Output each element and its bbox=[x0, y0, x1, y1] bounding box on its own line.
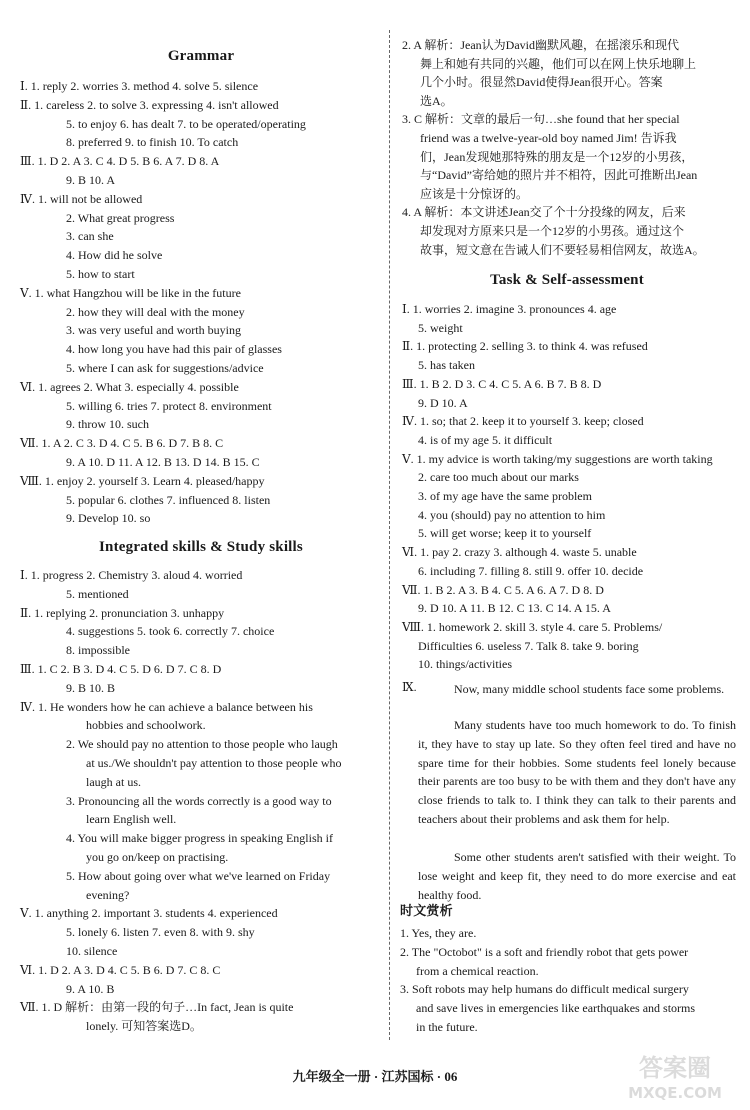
answer-line: 几个小时。很显然David使得Jean很开心。答案 bbox=[420, 75, 663, 90]
answer-line: 5. has taken bbox=[418, 358, 475, 373]
answer-line: in the future. bbox=[416, 1020, 478, 1034]
answer-line: 与“David”寄给她的照片并不相符，因此可推断出Jean bbox=[420, 168, 698, 183]
answer-line: 2. What great progress bbox=[66, 210, 175, 225]
answer-line: 3. C 解析：文章的最后一句…she found that her special bbox=[402, 112, 680, 127]
watermark-logo bbox=[612, 1048, 738, 1104]
answer-line: Ⅵ. 1. pay 2. crazy 3. although 4. waste 5. unable bbox=[402, 545, 637, 560]
answer-line: and save lives in emergencies like earthquakes and storms bbox=[416, 1001, 696, 1016]
answer-line: 3. Soft robots may help humans do difficult medical surgery bbox=[400, 982, 689, 997]
answer-line: 5. How about going over what we've learned on Friday bbox=[66, 868, 331, 883]
answer-line: 5. mentioned bbox=[66, 586, 129, 601]
answer-line: 们，Jean发现她那特殊的朋友是一个12岁的小男孩， bbox=[420, 149, 694, 164]
answer-line: Ⅶ. 1. D 解析：由第一段的句子…In fact, Jean is quite bbox=[20, 1000, 294, 1015]
answer-line: Ⅱ. 1. careless 2. to solve 3. expressing 4. isn't allowed bbox=[20, 97, 279, 112]
answer-line: 2. how they will deal with the money bbox=[66, 304, 245, 319]
answer-line: Ⅴ. 1. anything 2. important 3. students 4. experienced bbox=[20, 906, 278, 921]
answer-line: Ⅵ. 1. agrees 2. What 3. especially 4. possible bbox=[20, 379, 239, 394]
answer-line: Ⅲ. 1. D 2. A 3. C 4. D 5. B 6. A 7. D 8. A bbox=[20, 154, 220, 169]
answer-line: 4. suggestions 5. took 6. correctly 7. choice bbox=[66, 624, 275, 639]
answer-line: 舞上和她有共同的兴趣，他们可以在网上快乐地聊上 bbox=[420, 56, 697, 71]
answer-line: Ⅷ. 1. homework 2. skill 3. style 4. care 5. Problems/ bbox=[402, 619, 663, 634]
answer-line: 9. B 10. A bbox=[66, 173, 116, 187]
answer-line: 3. was very useful and worth buying bbox=[66, 323, 241, 338]
answer-line: Ⅲ. 1. C 2. B 3. D 4. C 5. D 6. D 7. C 8. D bbox=[20, 662, 222, 676]
answer-line: 5. will get worse; keep it to yourself bbox=[418, 526, 592, 541]
answer-line: 选A。 bbox=[420, 93, 453, 108]
answer-line: 4. How did he solve bbox=[66, 248, 163, 263]
answer-line: 5. lonely 6. listen 7. even 8. with 9. shy bbox=[66, 925, 255, 940]
answer-line: 3. of my age have the same problem bbox=[418, 489, 592, 503]
answer-line: Ⅷ. 1. enjoy 2. yourself 3. Learn 4. pleased/happy bbox=[20, 473, 265, 488]
answer-line: 5. popular 6. clothes 7. influenced 8. listen bbox=[66, 492, 271, 507]
answer-line: 8. impossible bbox=[66, 643, 131, 658]
answer-line: 9. A 10. D 11. A 12. B 13. D 14. B 15. C bbox=[66, 455, 260, 469]
answer-line: 4. A 解析：本文讲述Jean交了个十分投缘的网友，后来 bbox=[402, 205, 686, 220]
answer-line: Ⅰ. 1. reply 2. worries 3. method 4. solve 5. silence bbox=[20, 79, 259, 93]
task-self-assessment-heading: Task & Self-assessment bbox=[490, 272, 644, 288]
integrated-skills-heading: Integrated skills & Study skills bbox=[99, 539, 303, 555]
answer-line: Ⅰ. 1. worries 2. imagine 3. pronounces 4. age bbox=[402, 302, 617, 316]
answer-line: Ⅳ. 1. will not be allowed bbox=[20, 191, 143, 206]
answer-line: Ⅳ. 1. so; that 2. keep it to yourself 3. keep; closed bbox=[402, 414, 644, 429]
answer-line: 8. preferred 9. to finish 10. To catch bbox=[66, 135, 239, 150]
answer-line: evening? bbox=[86, 887, 130, 902]
answer-line: 1. Yes, they are. bbox=[400, 926, 477, 940]
answer-line: 5. weight bbox=[418, 320, 463, 335]
essay-paragraph: Some other students aren't satisfied with their weight. To lose weight and keep fit, they need to do more exercise and eat healthy food. bbox=[418, 850, 736, 902]
column-divider bbox=[389, 30, 390, 1040]
answer-line: 9. Develop 10. so bbox=[66, 511, 151, 526]
answer-line: laugh at us. bbox=[86, 774, 141, 789]
essay-paragraph: Now, many middle school students face some problems. bbox=[454, 682, 725, 696]
answer-line: learn English well. bbox=[86, 812, 177, 827]
answer-line: 故事，短文意在告诫人们不要轻易相信网友，故选A。 bbox=[420, 242, 705, 257]
grammar-heading: Grammar bbox=[167, 48, 235, 64]
answer-line: from a chemical reaction. bbox=[416, 963, 539, 978]
answer-line: you go on/keep on practising. bbox=[86, 850, 229, 864]
answer-line: Ⅵ. 1. D 2. A 3. D 4. C 5. B 6. D 7. C 8. C bbox=[20, 962, 221, 977]
answer-line: 2. A 解析：Jean认为David幽默风趣，在摇滚乐和现代 bbox=[402, 38, 679, 52]
watermark-text-cn: 答案圈 bbox=[639, 1054, 711, 1082]
answer-line: Ⅴ. 1. my advice is worth taking/my suggestions are worth taking bbox=[402, 451, 713, 466]
answer-line: 2. The "Octobot" is a soft and friendly robot that gets power bbox=[400, 944, 689, 959]
answer-line: at us./We shouldn't pay attention to those people who bbox=[86, 756, 342, 770]
answer-line: Ⅱ. 1. replying 2. pronunciation 3. unhappy bbox=[20, 605, 225, 620]
answer-line: Ⅱ. 1. protecting 2. selling 3. to think 4. was refused bbox=[402, 339, 648, 354]
answer-line: 4. you (should) pay no attention to him bbox=[418, 507, 606, 522]
answer-line: hobbies and schoolwork. bbox=[86, 718, 206, 733]
shiwen-heading: 时文赏析 bbox=[400, 903, 453, 918]
watermark-text-en: MXQE.COM bbox=[628, 1084, 722, 1102]
answer-line: 4. how long you have had this pair of glasses bbox=[66, 342, 282, 357]
answer-line: Ⅶ. 1. B 2. A 3. B 4. C 5. A 6. A 7. D 8. D bbox=[402, 582, 604, 597]
answer-line: 5. to enjoy 6. has dealt 7. to be operated/operating bbox=[66, 116, 306, 131]
answer-line: 4. is of my age 5. it difficult bbox=[418, 432, 553, 447]
answer-line: 2. care too much about our marks bbox=[418, 470, 579, 485]
answer-line: 9. throw 10. such bbox=[66, 417, 149, 432]
answer-line: 4. You will make bigger progress in speaking English if bbox=[66, 831, 333, 846]
answer-line: friend was a twelve-year-old boy named Jim! 告诉我 bbox=[420, 131, 677, 145]
answer-line: Difficulties 6. useless 7. Talk 8. take 9. boring bbox=[418, 638, 639, 653]
answer-line: 9. D 10. A 11. B 12. C 13. C 14. A 15. A bbox=[418, 601, 611, 616]
answer-line: 却发现对方原来只是一个12岁的小男孩。通过这个 bbox=[420, 224, 685, 238]
essay-label: Ⅸ. bbox=[402, 680, 417, 694]
answer-line: 2. We should pay no attention to those people who laugh bbox=[66, 737, 338, 752]
answer-line: 9. A 10. B bbox=[66, 981, 115, 996]
page-footer: 九年级全一册 · 江苏国标 · 06 bbox=[292, 1069, 458, 1084]
answer-line: 9. B 10. B bbox=[66, 680, 116, 695]
answer-line: Ⅳ. 1. He wonders how he can achieve a balance between his bbox=[20, 699, 313, 714]
answer-line: Ⅴ. 1. what Hangzhou will be like in the future bbox=[20, 285, 241, 300]
answer-line: 10. things/activities bbox=[418, 657, 512, 672]
answer-line: 3. Pronouncing all the words correctly is a good way to bbox=[66, 793, 332, 808]
answer-line: 5. how to start bbox=[66, 267, 135, 281]
answer-line: Ⅲ. 1. B 2. D 3. C 4. C 5. A 6. B 7. B 8. D bbox=[402, 376, 602, 391]
answer-line: lonely. 可知答案选D。 bbox=[86, 1019, 202, 1034]
answer-line: 5. where I can ask for suggestions/advice bbox=[66, 361, 264, 375]
answer-line: 应该是十分惊讶的。 bbox=[420, 186, 529, 201]
answer-line: 3. can she bbox=[66, 229, 114, 244]
answer-line: 6. including 7. filling 8. still 9. offer 10. decide bbox=[418, 563, 644, 578]
answer-line: Ⅰ. 1. progress 2. Chemistry 3. aloud 4. worried bbox=[20, 568, 243, 582]
answer-line: Ⅶ. 1. A 2. C 3. D 4. C 5. B 6. D 7. B 8. C bbox=[20, 436, 224, 451]
answer-line: 9. D 10. A bbox=[418, 395, 468, 410]
answer-line: 10. silence bbox=[66, 944, 118, 958]
answer-line: 5. willing 6. tries 7. protect 8. environment bbox=[66, 398, 272, 413]
essay-paragraph: Many students have too much homework to do. To finish it, they have to stay up late. So they often feel tired and have no spare time for their hobbies. Some students feel lonely because their parents are too busy to be with them and they don't have any close friends to talk to. I think they can talk to their parents and teachers about their problems and ask them for help. bbox=[418, 718, 736, 826]
